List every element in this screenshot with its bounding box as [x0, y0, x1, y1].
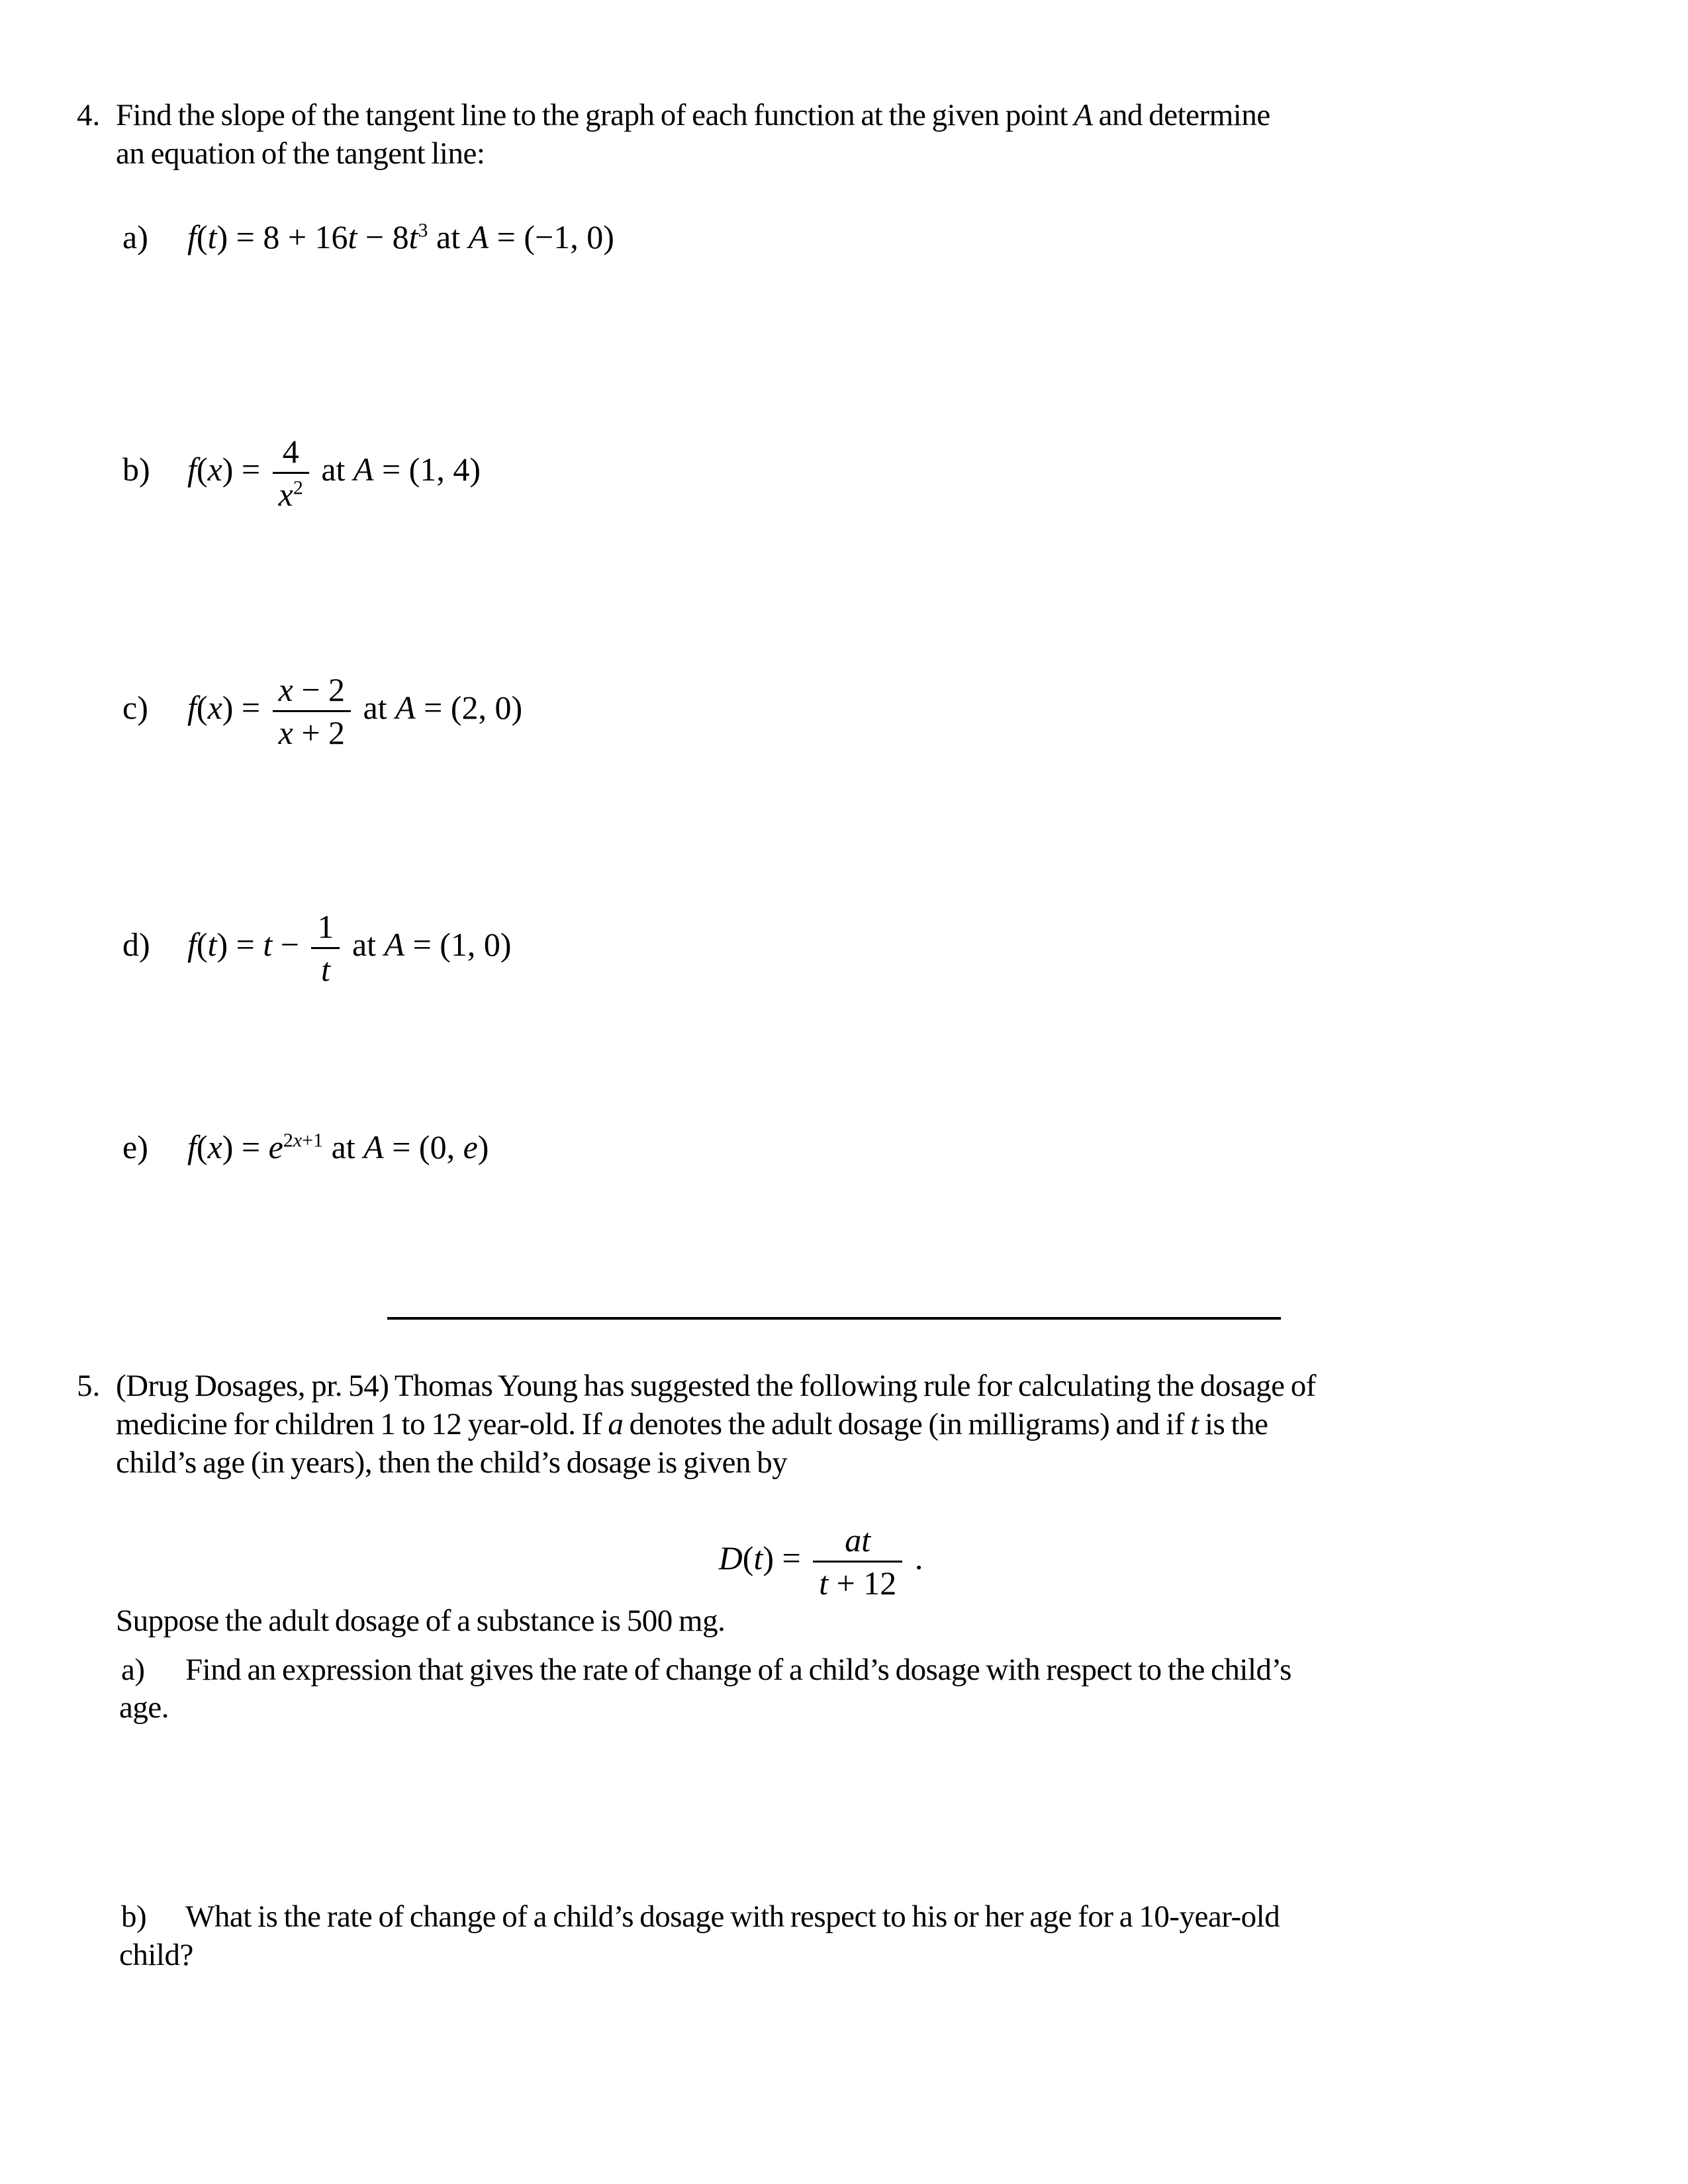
problem5-part-a-line1	[121, 1655, 1291, 1686]
text-run: (	[742, 1539, 754, 1576]
problem4-part-e	[122, 1130, 489, 1163]
math-variable: f	[187, 1128, 197, 1165]
problem4-part-b	[122, 435, 481, 511]
fraction	[311, 910, 340, 986]
problem5-part-a-text1	[185, 1653, 1291, 1687]
divider-line	[387, 1317, 1281, 1320]
problem4-part-a	[122, 220, 614, 253]
text-run: ) =	[222, 1128, 269, 1165]
fraction-denominator	[273, 472, 309, 511]
math-variable: x	[293, 1129, 303, 1152]
fraction-numerator	[311, 910, 340, 947]
problem5-part-b-line1	[121, 1901, 1280, 1933]
math-variable: t	[263, 925, 273, 963]
problem4-part-b-formula	[187, 433, 481, 513]
math-variable: D	[718, 1539, 743, 1576]
text-run: is the	[1198, 1407, 1268, 1441]
text-run: (	[196, 925, 208, 963]
superscript	[418, 220, 428, 242]
problem5-part-a-line2	[119, 1692, 169, 1723]
text-run: Find an expression that gives the rate of change of a child’s dosage with respect to the child’s	[185, 1653, 1291, 1687]
fraction-denominator	[311, 947, 340, 986]
problem4-part-b-label: b)	[122, 450, 150, 488]
problem5-line3	[116, 1447, 787, 1479]
problem5-number: 5.	[77, 1369, 101, 1403]
math-variable: f	[187, 688, 197, 726]
math-variable: x	[207, 1128, 222, 1165]
problem4-heading-text1	[116, 98, 1270, 132]
fraction	[273, 673, 351, 749]
math-variable: f	[187, 450, 197, 488]
text-run: ) =	[763, 1539, 810, 1576]
problem5-part-b-text2	[119, 1938, 193, 1972]
fraction-numerator	[273, 673, 351, 710]
math-variable: t	[320, 951, 330, 988]
text-run: (	[196, 688, 208, 726]
text-run: (	[196, 218, 208, 255]
math-variable: t	[408, 218, 418, 255]
text-run: ) =	[222, 688, 269, 726]
math-variable: x	[207, 688, 222, 726]
problem5-suppose-line	[116, 1606, 725, 1637]
fraction-denominator	[813, 1561, 902, 1600]
math-variable: at	[845, 1522, 871, 1559]
problem4-part-c-label: c)	[122, 688, 148, 726]
superscript	[283, 1130, 323, 1152]
problem4-part-d-formula	[187, 908, 512, 988]
text-run: )	[477, 1128, 489, 1165]
text-run: (Drug Dosages, pr. 54) Thomas Young has suggested the following rule for calculating the dosage of	[116, 1369, 1316, 1403]
math-variable: t	[207, 218, 217, 255]
problem5-text1	[116, 1369, 1316, 1403]
text-run: What is the rate of change of a child’s dosage with respect to his or her age for a 10-year-old	[185, 1899, 1280, 1934]
superscript	[293, 477, 303, 499]
problem5-line2	[116, 1409, 1268, 1440]
problem4-part-a-formula	[187, 218, 614, 255]
text-run: (	[196, 450, 208, 488]
problem4-part-a-label: a)	[122, 218, 148, 255]
text-run: medicine for children 1 to 12 year-old. If	[116, 1407, 608, 1441]
text-run: − 2	[293, 671, 346, 708]
problem5-part-b-label: b)	[121, 1899, 147, 1934]
text-run: child’s age (in years), then the child’s dosage is given by	[116, 1445, 788, 1480]
fraction	[813, 1524, 902, 1600]
text-run: 4	[282, 433, 299, 470]
text-run: at	[355, 688, 396, 726]
text-run: + 2	[293, 714, 346, 751]
text-run: (	[196, 1128, 208, 1165]
problem4-heading-line1	[77, 100, 1270, 131]
math-variable: x	[207, 450, 222, 488]
problem5-text3	[116, 1445, 787, 1480]
problem5-part-b-text1	[185, 1899, 1280, 1934]
text-run: Find the slope of the tangent line to the graph of each function at the given point	[116, 98, 1074, 132]
fraction-numerator	[813, 1524, 902, 1561]
problem4-heading-line2	[116, 138, 485, 169]
math-variable: A	[353, 450, 374, 488]
math-variable: x	[278, 714, 293, 751]
text-run: = (0,	[383, 1128, 463, 1165]
problem5-text2	[116, 1407, 1268, 1441]
problem4-part-c	[122, 673, 522, 749]
math-variable: A	[1074, 98, 1093, 132]
text-run: .	[906, 1539, 923, 1576]
problem4-part-e-formula	[187, 1128, 489, 1165]
text-run: age.	[119, 1690, 169, 1725]
math-variable: A	[395, 688, 416, 726]
math-variable: t	[348, 218, 357, 255]
math-variable: t	[207, 925, 217, 963]
text-run: = (−1, 0)	[489, 218, 614, 255]
fraction-numerator	[273, 435, 309, 472]
math-variable: a	[608, 1407, 624, 1441]
text-run: ) = 8 + 16	[216, 218, 348, 255]
text-run: at	[323, 1128, 364, 1165]
text-run: = (1, 4)	[373, 450, 481, 488]
math-variable: e	[268, 1128, 283, 1165]
math-variable: f	[187, 925, 197, 963]
problem5-equation-math	[718, 1522, 923, 1602]
text-run: ) =	[216, 925, 263, 963]
text-run: 3	[418, 219, 428, 242]
math-variable: A	[468, 218, 489, 255]
problem5-part-a-text2	[119, 1690, 169, 1725]
problem4-part-c-formula	[187, 671, 523, 751]
math-variable: t	[753, 1539, 763, 1576]
text-run: denotes the adult dosage (in milligrams) and if	[623, 1407, 1191, 1441]
text-run: child?	[119, 1938, 193, 1972]
text-run: + 12	[828, 1565, 897, 1602]
math-variable: x	[278, 671, 293, 708]
text-run: −	[272, 925, 308, 963]
text-run: at	[428, 218, 469, 255]
problem4-heading-text2	[116, 136, 485, 171]
math-variable: t	[819, 1565, 829, 1602]
problem5-part-a-label: a)	[121, 1653, 145, 1687]
math-variable: A	[363, 1128, 384, 1165]
problem4-part-d	[122, 910, 512, 986]
text-run: 2	[283, 1129, 293, 1152]
text-run: 2	[293, 477, 303, 499]
math-variable: f	[187, 218, 197, 255]
problem5-line1	[77, 1371, 1316, 1402]
problem4-part-e-label: e)	[122, 1128, 148, 1165]
problem5-equation	[116, 1524, 1526, 1600]
math-variable: A	[384, 925, 405, 963]
text-run: Suppose the adult dosage of a substance is 500 mg.	[116, 1604, 726, 1638]
problem4-part-d-label: d)	[122, 925, 150, 963]
math-variable: x	[278, 476, 293, 513]
fraction-denominator	[273, 710, 351, 749]
text-run: 1	[317, 908, 334, 945]
text-run: and determine	[1092, 98, 1270, 132]
text-run: +1	[302, 1129, 324, 1152]
text-run: an equation of the tangent line:	[116, 136, 485, 171]
text-run: − 8	[357, 218, 409, 255]
text-run: = (1, 0)	[404, 925, 512, 963]
problem4-number: 4.	[77, 98, 101, 132]
text-run: ) =	[222, 450, 269, 488]
text-run: at	[344, 925, 385, 963]
math-variable: e	[463, 1128, 478, 1165]
fraction	[273, 435, 309, 511]
problem5-part-b-line2	[119, 1940, 193, 1971]
math-variable: t	[1190, 1407, 1199, 1441]
text-run: = (2, 0)	[415, 688, 523, 726]
text-run: at	[312, 450, 353, 488]
problem5-suppose-text	[116, 1604, 725, 1638]
